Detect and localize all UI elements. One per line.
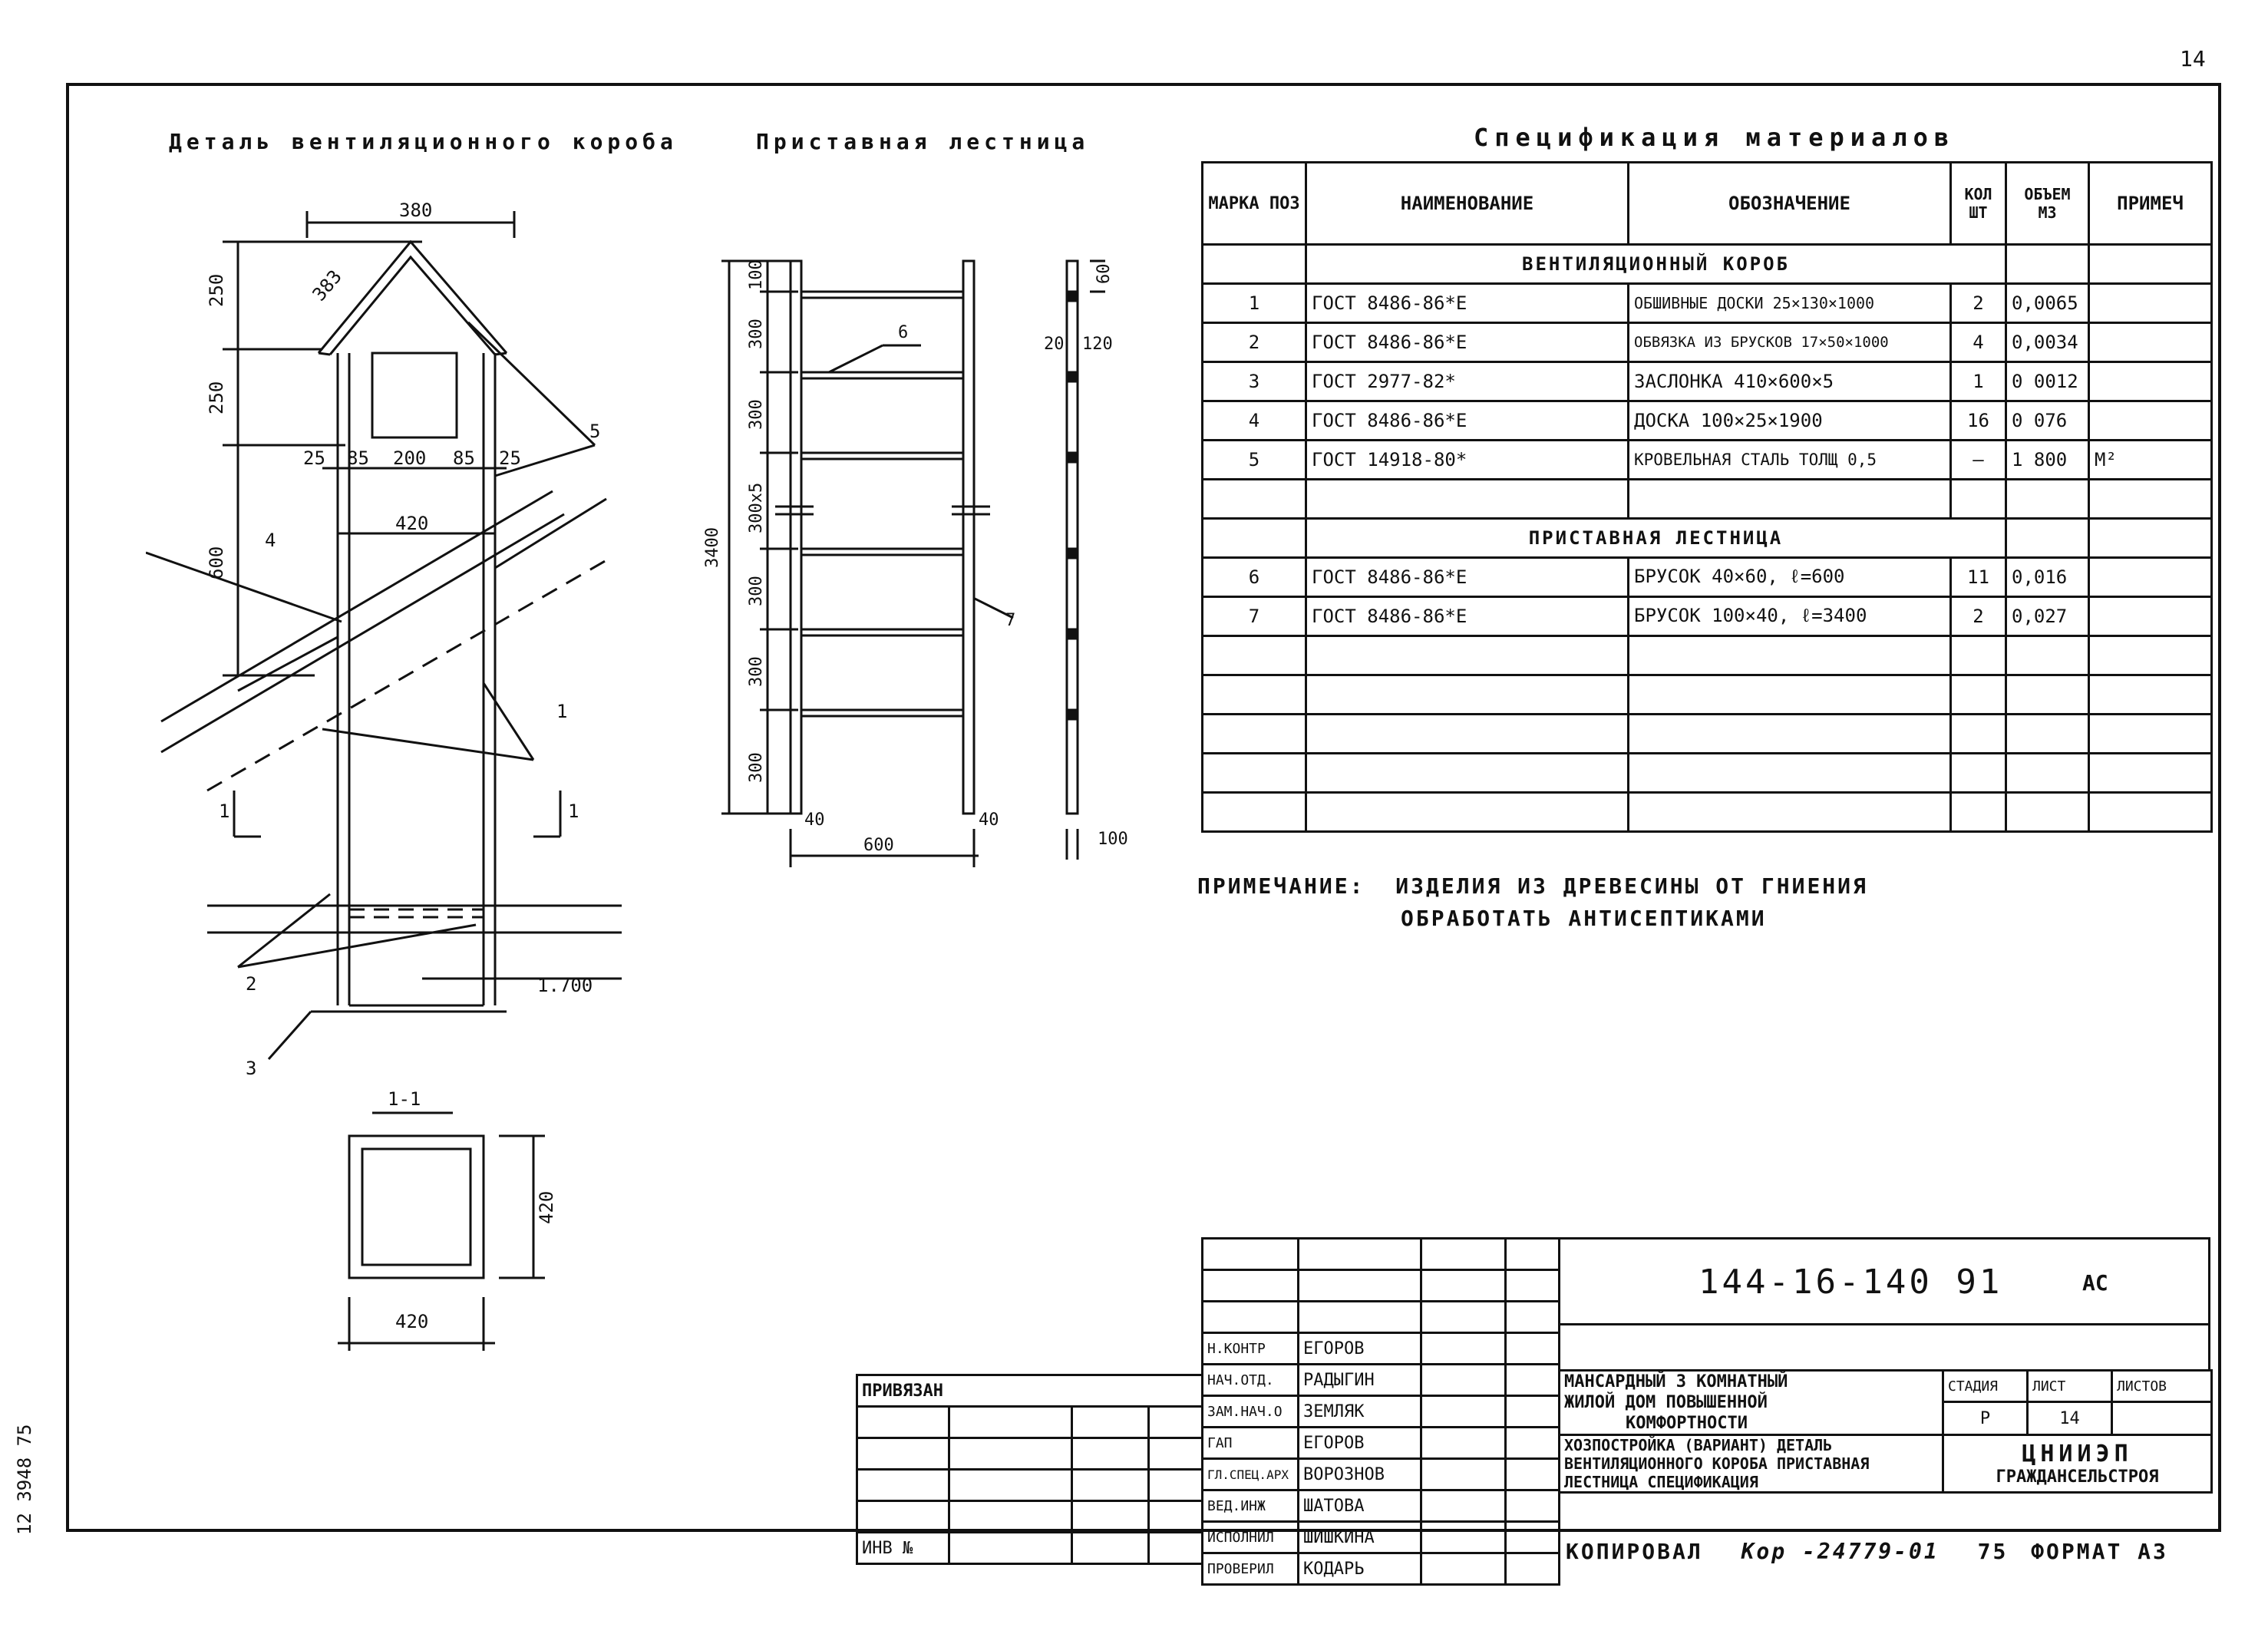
sheets-value [2112,1402,2212,1435]
section-label: 1-1 [388,1088,421,1110]
ladder-dim-total: 3400 [703,527,722,568]
note-line1: ИЗДЕЛИЯ ИЗ ДРЕВЕСИНЫ ОТ ГНИЕНИЯ [1395,873,1868,899]
dim-sec-h: 420 [536,1190,557,1224]
dim-w85a: 85 [347,447,369,469]
ladder-dim-side-w1: 20 [1044,335,1065,354]
hdr-name: НАИМЕНОВАНИЕ [1306,163,1629,245]
callout-1: 1 [556,701,568,722]
dim-w25b: 25 [499,447,521,469]
signer-row: Н.КОНТР ЕГОРОВ [1203,1333,1560,1365]
ladder-drawing [691,246,1167,883]
dim-w200: 200 [393,447,427,469]
spec-title: Спецификация материалов [1474,123,1956,152]
title-block-code-box [1558,1237,2210,1323]
stage-value: Р [1943,1402,2028,1435]
table-row: 6 ГОСТ 8486-86*Е БРУСОК 40×60, ℓ=600 11 0,016 [1203,558,2212,597]
dim-slope: 383 [308,266,346,305]
title-block-mid [1558,1323,2210,1369]
hdr-desc: ОБОЗНАЧЕНИЕ [1629,163,1951,245]
footer-format: ФОРМАТ А3 [2031,1539,2168,1564]
ladder-callout-6: 6 [898,323,909,342]
ladder-dim-s1: 300 [747,319,766,349]
sheets-label: ЛИСТОВ [2112,1371,2212,1402]
stage-label: СТАДИЯ [1943,1371,2028,1402]
ladder-dim-side-w2: 120 [1082,335,1113,354]
sheet-label: ЛИСТ [2028,1371,2112,1402]
hdr-qty: КОЛ ШТ [1951,163,2006,245]
spec-table [1201,161,2213,833]
ladder-dim-leg-r: 40 [979,810,999,830]
ladder-dim-s2: 300 [747,399,766,430]
signer-table [1201,1237,1560,1586]
ladder-dim-s5: 300 [747,656,766,687]
org-line2: ГРАЖДАНСЕЛЬСТРОЯ [1996,1467,2159,1487]
signer-row: ВЕД.ИНЖ ШАТОВА [1203,1490,1560,1522]
document-code: 144-16-140 91 [1699,1263,2003,1302]
note [1197,873,1868,899]
ladder-dim-side-bot: 100 [1098,830,1128,849]
cut-mark-left: 1 [219,800,230,822]
footer [1566,1539,2168,1564]
dim-h2: 250 [206,381,227,414]
sheet-value: 14 [2028,1402,2112,1435]
vent-box-drawing [146,192,683,1358]
title-block-table [1558,1369,2213,1494]
signer-row: ПРОВЕРИЛ КОДАРЬ [1203,1553,1560,1585]
inv-label: ИНВ № [857,1533,949,1564]
ladder-title: Приставная лестница [756,129,1090,154]
spec-section-vent: ВЕНТИЛЯЦИОННЫЙ КОРОБ [1306,245,2006,284]
signer-row: ЗАМ.НАЧ.О ЗЕМЛЯК [1203,1396,1560,1428]
project-line3: КОМФОРТНОСТИ [1626,1414,1748,1433]
table-row: 7 ГОСТ 8486-86*Е БРУСОК 100×40, ℓ=3400 2 0,027 [1203,597,2212,636]
ladder-dim-s6: 300 [747,752,766,783]
table-row: 4 ГОСТ 8486-86*Е ДОСКА 100×25×1900 16 0 076 [1203,401,2212,441]
footer-copied: КОПИРОВАЛ [1566,1539,1703,1564]
org-line1: ЦНИИЭП [2022,1441,2133,1467]
privyazan-table [856,1374,1203,1565]
dim-level: 1.700 [537,975,593,996]
callout-2: 2 [246,973,257,995]
callout-4: 4 [265,530,276,551]
hdr-pos: МАРКА ПОЗ [1203,163,1306,245]
sheet-title-line2: ВЕНТИЛЯЦИОННОГО КОРОБА ПРИСТАВНАЯ [1564,1454,1870,1473]
cut-mark-right: 1 [568,800,579,822]
callout-5: 5 [589,421,601,442]
signer-row: ГЛ.СПЕЦ.АРХ ВОРОЗНОВ [1203,1459,1560,1490]
corner-sheet-number: 14 [2180,46,2206,71]
ladder-dim-leg-l: 40 [804,810,825,830]
spec-header-row [1203,163,2212,245]
sheet-title-line1: ХОЗПОСТРОЙКА (ВАРИАНТ) ДЕТАЛЬ [1564,1436,1833,1454]
vent-box-title: Деталь вентиляционного короба [169,129,678,154]
sheet-title-line3: ЛЕСТНИЦА СПЕЦИФИКАЦИЯ [1564,1473,1758,1491]
signer-row: ГАП ЕГОРОВ [1203,1428,1560,1459]
table-row: 1 ГОСТ 8486-86*Е ОБШИВНЫЕ ДОСКИ 25×130×1000 2 0,0065 [1203,284,2212,323]
signer-row: НАЧ.ОТД. РАДЫГИН [1203,1365,1560,1396]
table-row: 2 ГОСТ 8486-86*Е ОБВЯЗКА ИЗ БРУСКОВ 17×50×1000 4 0,0034 [1203,323,2212,362]
footer-copy-num: 75 [1977,1539,2009,1564]
ladder-callout-7: 7 [1005,611,1016,630]
ladder-dim-s4: 300 [747,576,766,606]
project-line1: МАНСАРДНЫЙ 3 КОМНАТНЫЙ [1564,1372,1788,1391]
ladder-dim-top: 100 [747,259,766,290]
ladder-dim-s3: 300x5 [747,482,766,533]
hdr-note: ПРИМЕЧ [2089,163,2212,245]
project-line2: ЖИЛОЙ ДОМ ПОВЫШЕННОЙ [1564,1393,1768,1412]
document-code-suffix: АС [2082,1270,2108,1296]
table-row: 5 ГОСТ 14918-80* КРОВЕЛЬНАЯ СТАЛЬ ТОЛЩ 0,5 — 1 800 М² [1203,441,2212,480]
dim-w85b: 85 [453,447,475,469]
dim-w420: 420 [395,513,429,534]
spec-section-ladder: ПРИСТАВНАЯ ЛЕСТНИЦА [1306,519,2006,558]
ladder-dim-side-top: 60 [1094,263,1114,284]
dim-h1: 250 [206,273,227,307]
note-line2: ОБРАБОТАТЬ АНТИСЕПТИКАМИ [1401,906,1767,931]
dim-w25a: 25 [303,447,325,469]
note-label: ПРИМЕЧАНИЕ: [1197,873,1365,899]
footer-copy-code: Кор -24779-01 [1741,1539,1940,1564]
side-stamp: 12 3948 75 [14,1424,35,1535]
dim-top-width: 380 [399,200,433,221]
privyazan-label: ПРИВЯЗАН [857,1375,1203,1407]
table-row: 3 ГОСТ 2977-82* ЗАСЛОНКА 410×600×5 1 0 0012 [1203,362,2212,401]
dim-sec-w: 420 [395,1311,429,1332]
callout-3: 3 [246,1058,257,1079]
ladder-dim-base: 600 [863,836,894,855]
hdr-vol: ОБЪЕМ М3 [2006,163,2089,245]
signer-row: ИСПОЛНИЛ ШИШКИНА [1203,1522,1560,1553]
dim-h3: 600 [206,546,227,579]
